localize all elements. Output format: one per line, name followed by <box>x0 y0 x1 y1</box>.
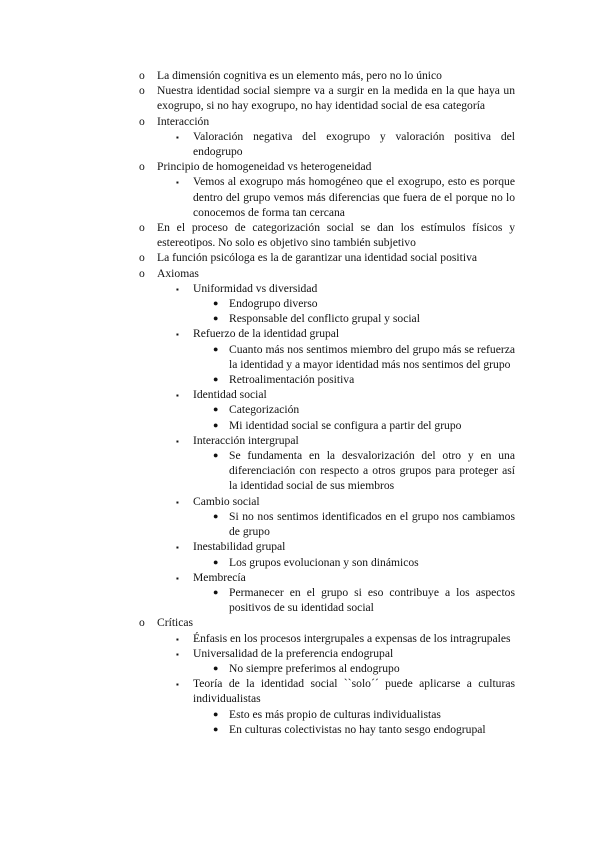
bullet-icon: ▪ <box>176 132 179 142</box>
list-item-level-1 <box>139 220 515 250</box>
list-item-text: En el proceso de categorización social se dan los estímulos físicos y estereotipos. No solo es objetivo sino también subjetivo <box>157 221 515 250</box>
outline-list <box>139 68 515 737</box>
list-item-text: Nuestra identidad social siempre va a surgir en la medida en la que haya un exogrupo, si no hay exogrupo, no hay identidad social de esa categoría <box>157 84 515 113</box>
list-item-text: Mi identidad social se configura a partir del grupo <box>229 418 462 432</box>
list-item-text: La función psicóloga es la de garantizar una identidad social positiva <box>157 251 478 265</box>
list-item-text: Refuerzo de la identidad grupal <box>193 327 340 341</box>
list-item-text: Interacción <box>157 114 210 128</box>
bullet-icon: ▪ <box>176 330 179 340</box>
list-item-text: Si no nos sentimos identificados en el grupo nos cambiamos de grupo <box>229 509 515 539</box>
bullet-icon: ▪ <box>176 649 179 659</box>
list-item-level-3 <box>139 722 515 737</box>
list-item-level-1 <box>139 159 515 174</box>
list-item-level-1 <box>139 68 515 83</box>
bullet-icon: o <box>139 221 145 235</box>
list-item-level-1 <box>139 83 515 113</box>
list-item-text: Retroalimentación positiva <box>229 373 355 387</box>
list-item-text: Endogrupo diverso <box>229 297 318 311</box>
bullet-icon: ● <box>213 419 219 430</box>
list-item-text: Membrecía <box>193 570 246 584</box>
bullet-icon: ▪ <box>176 284 179 294</box>
bullet-icon: o <box>139 114 145 128</box>
list-item-text: Interacción intergrupal <box>193 433 299 447</box>
list-item-level-2 <box>139 326 515 341</box>
list-item-text: Inestabilidad grupal <box>193 540 286 554</box>
bullet-icon: ● <box>213 374 219 385</box>
list-item-text: No siempre preferimos al endogrupo <box>229 661 400 675</box>
list-item-text: Axiomas <box>157 266 199 280</box>
list-item-level-2 <box>139 631 515 646</box>
list-item-text: Valoración negativa del exogrupo y valoración positiva del endogrupo <box>193 129 515 159</box>
list-item-level-1 <box>139 266 515 281</box>
bullet-icon: o <box>139 69 145 82</box>
list-item-text: Se fundamenta en la desvalorización del otro y en una diferenciación con respecto a otros grupos para proteger así la identidad social de sus miembros <box>229 449 515 493</box>
list-item-level-2 <box>139 281 515 296</box>
bullet-icon: ▪ <box>176 543 179 553</box>
list-item-text: Universalidad de la preferencia endogrupal <box>193 646 394 660</box>
list-item-level-1 <box>139 114 515 129</box>
list-item-level-3 <box>139 311 515 326</box>
list-item-text: Vemos al exogrupo más homogéneo que el exogrupo, esto es porque dentro del grupo vemos más diferencias que fuera de el porque no lo conocemos de forma tan cercana <box>193 175 515 219</box>
bullet-icon: ● <box>213 313 219 324</box>
list-item-level-3 <box>139 585 515 615</box>
list-item-level-2 <box>139 539 515 554</box>
bullet-icon: ● <box>213 723 219 734</box>
bullet-icon: ● <box>213 708 219 719</box>
bullet-icon: ▪ <box>176 497 179 507</box>
bullet-icon: ● <box>213 586 219 597</box>
list-item-text: Cambio social <box>193 494 260 508</box>
bullet-icon: ● <box>213 404 219 415</box>
bullet-icon: o <box>139 160 145 174</box>
bullet-icon: ▪ <box>176 680 179 690</box>
list-item-level-3 <box>139 342 515 372</box>
list-item-level-2 <box>139 676 515 706</box>
bullet-icon: ▪ <box>176 436 179 446</box>
list-item-text: Críticas <box>157 616 194 630</box>
list-item-level-2 <box>139 387 515 402</box>
list-item-level-3 <box>139 661 515 676</box>
list-item-level-3 <box>139 707 515 722</box>
list-item-level-2 <box>139 570 515 585</box>
list-item-level-2 <box>139 433 515 448</box>
list-item-level-3 <box>139 296 515 311</box>
bullet-icon: o <box>139 84 145 98</box>
list-item-text: Permanecer en el grupo si eso contribuye a los aspectos positivos de su identidad social <box>229 585 515 615</box>
list-item-text: Uniformidad vs diversidad <box>193 281 318 295</box>
list-item-text: Teoría de la identidad social ``solo´´ puede aplicarse a culturas individualistas <box>193 677 515 706</box>
bullet-icon: ▪ <box>176 178 179 188</box>
bullet-icon: o <box>139 251 145 265</box>
list-item-text: Los grupos evolucionan y son dinámicos <box>229 555 419 569</box>
list-item-level-2 <box>139 174 515 220</box>
bullet-icon: o <box>139 266 145 280</box>
list-item-level-3 <box>139 509 515 539</box>
list-item-text: En culturas colectivistas no hay tanto sesgo endogrupal <box>229 722 486 736</box>
list-item-level-2 <box>139 646 515 661</box>
bullet-icon: ● <box>213 662 219 673</box>
bullet-icon: ▪ <box>176 634 179 644</box>
list-item-level-3 <box>139 418 515 433</box>
list-item-text: Responsable del conflicto grupal y social <box>229 312 420 326</box>
list-item-text: Esto es más propio de culturas individualistas <box>229 707 441 721</box>
bullet-icon: o <box>139 616 145 630</box>
list-item-text: Énfasis en los procesos intergrupales a expensas de los intragrupales <box>193 631 511 645</box>
list-item-level-3 <box>139 555 515 570</box>
list-item-level-3 <box>139 402 515 417</box>
bullet-icon: ▪ <box>176 573 179 583</box>
bullet-icon: ● <box>213 450 219 461</box>
bullet-icon: ▪ <box>176 391 179 401</box>
list-item-level-2 <box>139 494 515 509</box>
list-item-text: Identidad social <box>193 388 267 402</box>
list-item-text: La dimensión cognitiva es un elemento más, pero no lo único <box>157 69 442 82</box>
list-item-level-3 <box>139 448 515 494</box>
bullet-icon: ● <box>213 556 219 567</box>
list-item-text: Principio de homogeneidad vs heterogeneidad <box>157 160 372 174</box>
list-item-level-3 <box>139 372 515 387</box>
bullet-icon: ● <box>213 343 219 354</box>
list-item-level-2 <box>139 129 515 159</box>
bullet-icon: ● <box>213 510 219 521</box>
bullet-icon: ● <box>213 298 219 309</box>
list-item-text: Categorización <box>229 403 300 417</box>
list-item-level-1 <box>139 250 515 265</box>
list-item-text: Cuanto más nos sentimos miembro del grupo más se refuerza la identidad y a mayor identidad más nos sentimos del grupo <box>229 342 515 371</box>
list-item-level-1 <box>139 615 515 630</box>
